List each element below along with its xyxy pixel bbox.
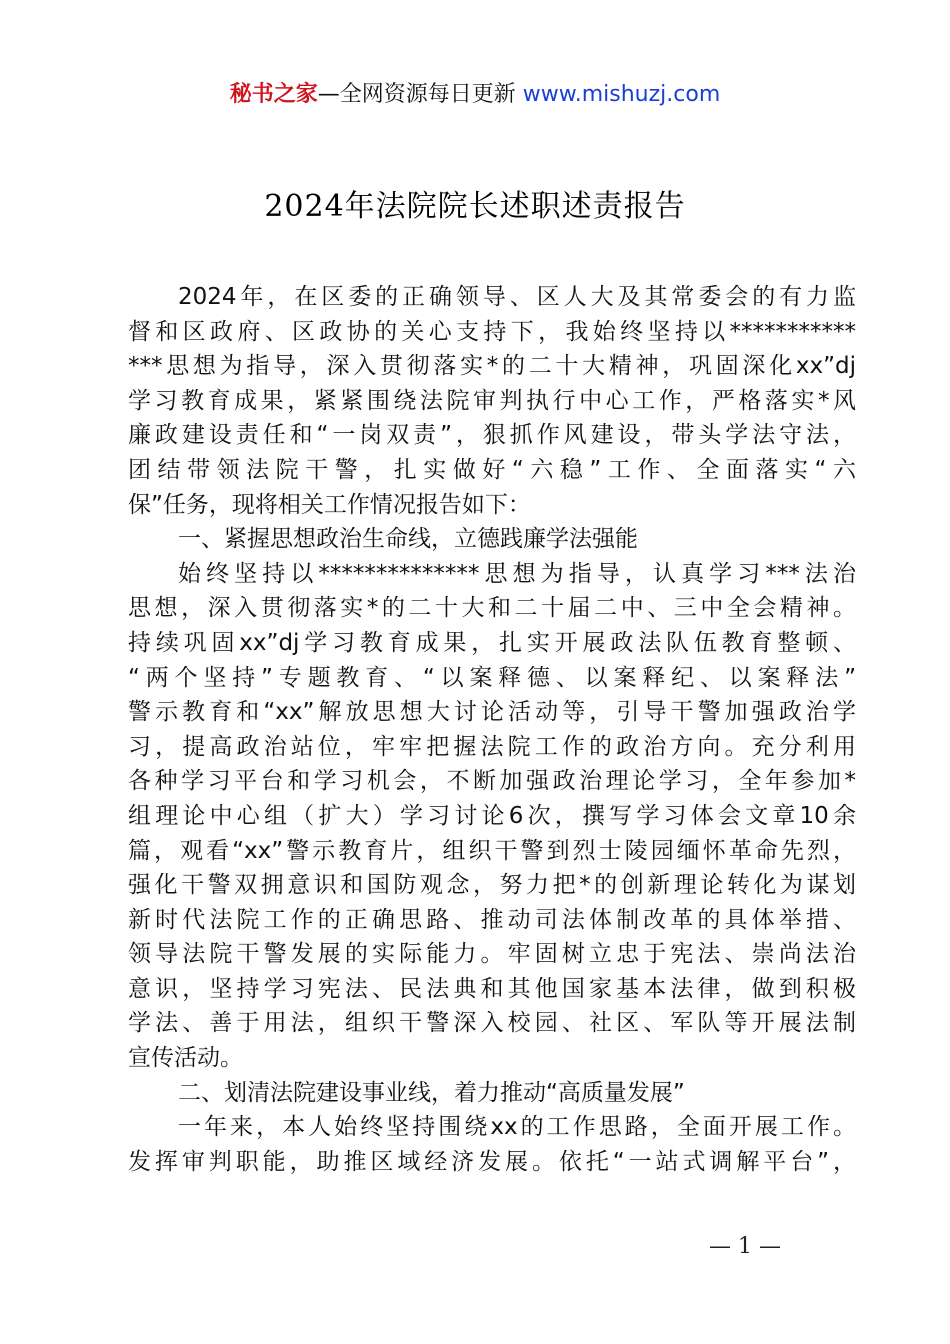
text-line: 始终坚持以**************思想为指导，认真学习***法治 [178,560,856,587]
text-line: ***思想为指导，深入贯彻落实*的二十大精神，巩固深化xx”dj [128,353,856,380]
text-line: 学法、善于用法，组织干警深入校园、社区、军队等开展法制 [128,1010,856,1037]
text-line: 组理论中心组（扩大）学习讨论6次，撰写学习体会文章10余 [128,802,856,829]
text-line: 各种学习平台和学习机会，不断加强政治理论学习，全年参加* [128,768,856,795]
text-line: 领导法院干警发展的实际能力。牢固树立忠于宪法、崇尚法治 [128,941,856,968]
text-line: 篇，观看“xx”警示教育片，组织干警到烈士陵园缅怀革命先烈， [128,837,856,864]
section-heading: 二、划清法院建设事业线，着力推动“高质量发展” [178,1079,685,1106]
text-line: “两个坚持”专题教育、“以案释德、以案释纪、以案释法” [128,664,856,691]
section-heading: 一、紧握思想政治生命线，立德践廉学法强能 [178,526,638,553]
text-line: 习，提高政治站位，牢牢把握法院工作的政治方向。充分利用 [128,733,856,760]
text-line: 发挥审判职能，助推区域经济发展。依托“一站式调解平台”， [128,1148,856,1175]
text-line: 新时代法院工作的正确思路、推动司法体制改革的具体举措、 [128,906,856,933]
document-body [128,280,856,1179]
text-line: 意识，坚持学习宪法、民法典和其他国家基本法律，做到积极 [128,975,856,1002]
brand-name: 秘书之家 [229,82,318,107]
header-tagline: —全网资源每日更新 [317,82,523,107]
site-header [0,80,950,110]
text-line: 警示教育和“xx”解放思想大讨论活动等，引导干警加强政治学 [128,699,856,726]
text-line: 持续巩固xx”dj学习教育成果，扎实开展政法队伍教育整顿、 [128,629,856,656]
text-line: 宣传活动。 [128,1045,243,1072]
text-line: 2024年，在区委的正确领导、区人大及其常委会的有力监 [178,284,856,310]
text-line: 学习教育成果，紧紧围绕法院审判执行中心工作，严格落实*风 [128,387,856,414]
document-title: 2024年法院院长述职述责报告 [264,189,686,224]
text-line: 保”任务，现将相关工作情况报告如下： [128,491,531,518]
text-line: 强化干警双拥意识和国防观念，努力把*的创新理论转化为谋划 [128,872,856,899]
text-line: 督和区政府、区政协的关心支持下，我始终坚持以*********** [128,318,856,345]
text-line: 思想，深入贯彻落实*的二十大和二十届二中、三中全会精神。 [128,595,856,622]
text-line: 团结带领法院干警，扎实做好“六稳”工作、全面落实“六 [128,456,856,483]
page-number: — 1 — [709,1234,781,1259]
site-url-link[interactable]: www.mishuzj.com [522,82,721,107]
text-line: 廉政建设责任和“一岗双责”，狠抓作风建设，带头学法守法， [128,422,856,449]
text-line: 一年来，本人始终坚持围绕xx的工作思路，全面开展工作。 [178,1114,856,1141]
